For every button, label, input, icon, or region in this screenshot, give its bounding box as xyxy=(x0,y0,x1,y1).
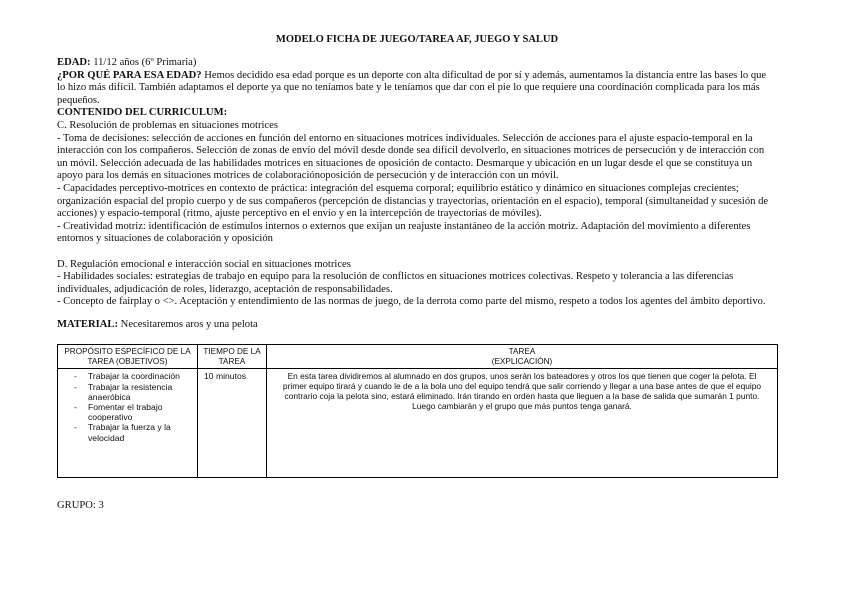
section-d-title: D. Regulación emocional e interacción social en situaciones motrices xyxy=(57,258,351,270)
c-item-perceptivo: - Capacidades perceptivo-motrices en contexto de práctica: integración del esquema corporal; equilibrio estático y dinámico en situaciones complejas crecientes; organización espacial del propio cuerpo y de sus compañeros (percepción de distancias y trayectorias, orientación en el espacio), temporal (simultaneidad y sucesión de acciones) y espacio-temporal (ritmo, ajuste perceptivo en el envío y en la intercepción de trayectorias de móviles). xyxy=(57,182,769,220)
curriculum-heading: CONTENIDO DEL CURRICULUM: xyxy=(57,107,228,119)
edad-label: EDAD: xyxy=(57,57,91,68)
spacer xyxy=(57,246,777,259)
d-item-habilidades: - Habilidades sociales: estrategias de trabajo en equipo para la resolución de conflictos en situaciones motrices colectivas. Respeto y tolerancia a las diferencias individuales, adjudicación de roles, liderazgo, aceptación de responsabilidades. xyxy=(57,271,734,295)
porque-label: ¿POR QUÉ PARA ESA EDAD? xyxy=(57,69,202,81)
porque-text: Hemos decidido esa edad porque es un deporte con alta dificultad de por sí y además, aumentamos la distancia entre las bases lo que lo hizo más difícil. También adaptamos el deporte ya que no teníamos bate y le teníamos que dar con el pie lo que requiere una coordinación complicada para los más pequeños. xyxy=(57,69,767,106)
material-line xyxy=(57,319,777,332)
document-title: MODELO FICHA DE JUEGO/TAREA AF, JUEGO Y SALUD xyxy=(275,34,559,45)
list-item: - Trabajar la resistencia anaeróbica xyxy=(74,382,193,402)
header-tarea xyxy=(267,345,778,369)
tiempo-cell: 10 minutos xyxy=(198,369,267,478)
header-tiempo xyxy=(198,345,267,369)
task-table xyxy=(57,344,778,478)
header-tiempo-line1: TIEMPO DE LA xyxy=(203,347,261,357)
edad-value: 11/12 años (6º Primaria) xyxy=(90,57,197,68)
c-item-creatividad: - Creatividad motriz: identificación de estímulos internos o externos que exijan un reajuste instantáneo de la acción motriz. Adaptación del movimiento a diferentes entornos y situaciones de colaboración y oposición xyxy=(57,220,751,245)
header-tarea-line2: (EXPLICACIÓN) xyxy=(491,356,553,366)
edad-line xyxy=(57,57,777,70)
header-tarea-line1: TAREA xyxy=(508,347,536,357)
material-text: Necesitaremos aros y una pelota xyxy=(118,318,258,330)
explicacion-cell: En esta tarea dividiremos al alumnado en dos grupos, unos serán los bateadores y otros los que tienen que coger la pelota. El primer equipo tirará y cuando le de a la bola uno del equipo tendrá que salir corriendo y llegar a una base antes de que el equipo contrario coja la pelota sino, estará eliminado. Irán tirando en orden hasta que lleguen a la base de salida que sumarán 1 punto. Luego cambiarán y el grupo que más puntos tenga ganará. xyxy=(267,369,778,478)
porque-paragraph xyxy=(57,70,777,108)
list-item: - Trabajar la coordinación xyxy=(74,371,193,381)
header-objetivos-line2: TAREA (OBJETIVOS) xyxy=(87,356,168,366)
c-item-decisiones: - Toma de decisiones: selección de acciones en función del entorno en situaciones motrices individuales. Selección de acciones para el ajuste espacio-temporal en la interacción con los compañeros. Selección de zonas de envío del móvil desde donde sea difícil devolverlo, en situaciones motrices de persecución y de interacción con un móvil. Selección adecuada de las habilidades motrices en situaciones de oposición de contacto. Desmarque y ubicación en un lugar desde el que se constituya un apoyo para los demás en situaciones motrices de colaboraciónoposición de persecución y de interacción con un móvil. xyxy=(57,132,765,182)
list-item: - Trabajar la fuerza y la velocidad xyxy=(74,422,193,442)
section-c-title: C. Resolución de problemas en situaciones motrices xyxy=(57,119,278,131)
material-label: MATERIAL: xyxy=(57,318,119,330)
objetivos-cell xyxy=(58,369,198,478)
header-objetivos-line1: PROPÓSITO ESPECÍFICO DE LA xyxy=(64,347,191,357)
table-header-row xyxy=(58,345,778,369)
d-item-fairplay: - Concepto de fairplay o <>. Aceptación y entendimiento de las normas de juego, de la derrota como parte del mismo, respeto a todos los agentes del ámbito deportivo. xyxy=(57,296,766,308)
objetivos-list xyxy=(62,371,193,442)
header-objetivos xyxy=(58,345,198,369)
list-item: - Fomentar el trabajo cooperativo xyxy=(74,402,193,422)
header-tiempo-line2: TAREA xyxy=(218,356,246,366)
table-row xyxy=(58,369,778,478)
grupo-line: GRUPO: 3 xyxy=(57,500,104,512)
document-page xyxy=(57,34,777,513)
